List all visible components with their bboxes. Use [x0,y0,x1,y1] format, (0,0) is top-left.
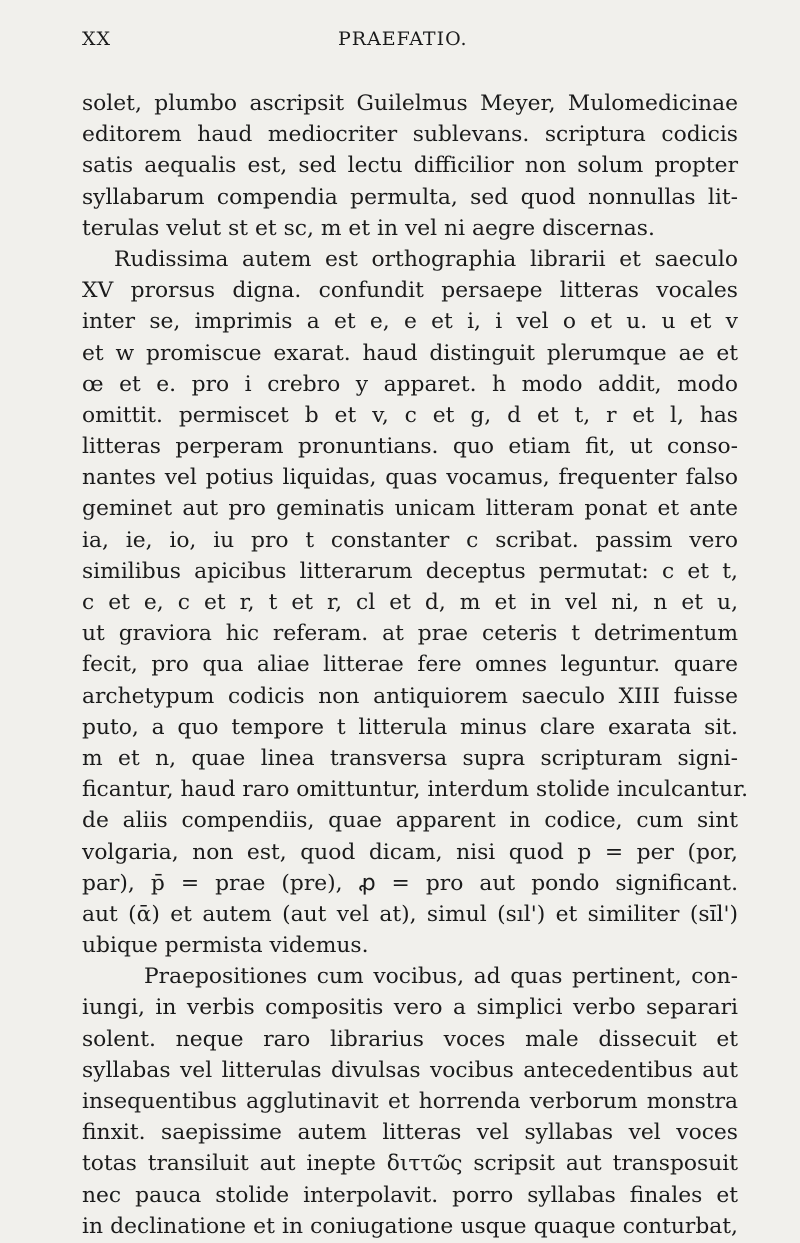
text-line: syllabarum compendia permulta, sed quod nonnullas lit- [82,184,738,210]
text-line: finxit. saepissime autem litteras vel syllabas vel voces [82,1120,738,1146]
text-line: fecit, pro qua aliae litterae fere omnes leguntur. quare [82,652,738,678]
text-line: ia, ie, io, iu pro t constanter c scribat. passim vero [82,527,738,553]
text-line: iungi, in verbis compositis vero a simplici verbo separari [82,995,738,1021]
text-line: litteras perperam pronuntians. quo etiam fit, ut conso- [82,434,738,460]
text-line: omittit. permiscet b et v, c et g, d et t, r et l, has [82,402,738,428]
text-line: puto, a quo tempore t litterula minus clare exarata sit. [82,714,738,740]
text-line: solet, plumbo ascripsit Guilelmus Meyer, Mulomedicinae [82,91,738,116]
text-line: Praepositiones cum vocibus, ad quas pertinent, con- [144,964,738,990]
text-line: c et e, c et r, t et r, cl et d, m et in vel ni, n et u, [82,590,738,615]
text-line: totas transiluit aut inepte διττῶς scripsit aut transposuit [82,1151,738,1177]
text-line: geminet aut pro geminatis unicam litteram ponat et ante [82,496,738,522]
text-line: insequentibus agglutinavit et horrenda verborum monstra [82,1089,738,1114]
running-title: PRAEFATIO. [338,28,468,50]
text-line: in declinatione et in coniugatione usque quaque conturbat, [82,1213,738,1239]
text-line: syllabas vel litterulas divulsas vocibus antecedentibus aut [82,1057,738,1083]
text-line: nec pauca stolide interpolavit. porro syllabas finales et [82,1182,738,1208]
running-head [82,28,738,62]
page-number: XX [82,28,112,50]
text-line: satis aequalis est, sed lectu difficilior non solum propter [82,153,738,179]
text-line: editorem haud mediocriter sublevans. scriptura codicis [82,122,738,148]
text-line: aut (ᾱ) et autem (aut vel at), simul (sıl') et similiter (sı̄l') [82,901,738,927]
text-line: ubique permista videmus. [82,933,369,959]
text-line: solent. neque raro librarius voces male dissecuit et [82,1026,738,1052]
text-line: ut graviora hic referam. at prae ceteris t detrimentum [82,621,738,647]
text-line: et w promiscue exarat. haud distinguit plerumque ae et [82,340,738,366]
text-line: similibus apicibus litterarum deceptus permutat: c et t, [82,558,738,584]
text-line: volgaria, non est, quod dicam, nisi quod p = per (por, [82,839,738,865]
text-line: terulas velut st et sc, m et in vel ni aegre discernas. [82,215,655,241]
text-line: Rudissima autem est orthographia librarii et saeculo [114,246,738,272]
body-text [82,88,749,1242]
text-line: m et n, quae linea transversa supra scripturam signi- [82,745,738,771]
text-line: inter se, imprimis a et e, e et i, i vel o et u. u et v [82,309,738,335]
text-line: par), p̄ = prae (pre), ꝓ = pro aut pondo significant. [82,870,738,896]
text-line: ficantur, haud raro omittuntur, interdum stolide inculcantur. [82,777,749,803]
text-line: XV prorsus digna. confundit persaepe litteras vocales [82,278,738,304]
text-line: nantes vel potius liquidas, quas vocamus, frequenter falso [82,465,738,491]
text-line: archetypum codicis non antiquiorem saeculo XIII fuisse [82,683,738,709]
text-line: de aliis compendiis, quae apparent in codice, cum sint [82,808,738,834]
text-line: œ et e. pro i crebro y apparet. h modo addit, modo [82,371,738,397]
